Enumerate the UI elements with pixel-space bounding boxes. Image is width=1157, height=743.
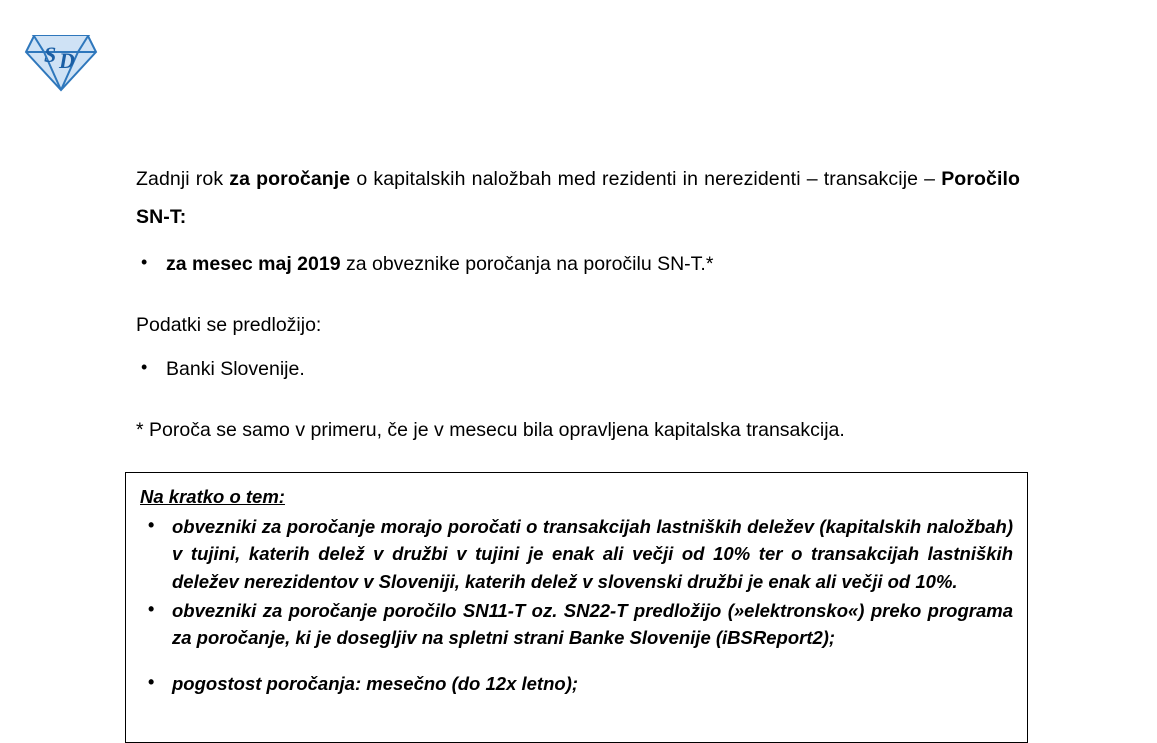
document-content [136,160,1020,445]
list-item: • obvezniki za poročanje poročilo SN11-T oz. SN22-T predložijo (»elektronsko«) preko programa za poročanje, ki je dosegljiv na spletni strani Banke Slovenije (iBSReport2); [140,597,1013,652]
list-item: • pogostost poročanja: mesečno (do 12x letno); [140,670,1013,697]
summary-box [125,472,1028,743]
submission-label: Podatki se predložijo: [136,314,322,337]
intro-bold-1: za poročanje [229,168,351,190]
list-item [136,355,1020,384]
submission-bullet-list [136,355,1020,384]
intro-bold-2: Poročilo SN-T: [136,168,1021,229]
footnote-text: * Poroča se samo v primeru, če je v mesecu bila opravljena kapitalska transakcija. [136,418,845,441]
sd-diamond-logo-icon [24,30,98,96]
summary-box-list [140,513,1013,697]
svg-text:D: D [59,48,75,73]
bullet-rest: za obveznike poročanja na poročilu SN-T.* [340,253,714,276]
list-item: • obvezniki za poročanje morajo poročati o transakcijah lastniških deležev (kapitalskih naložbah) v tujini, katerih delež v družbi v tujini je enak ali večji od 10% ter o transakcijah lastniških deležev nerezidentov v Sloveniji, katerih delež v slovenski družbi je enak ali večji od 10%. [140,513,1013,595]
intro-bullet-list [136,250,1020,279]
submission-item-text: Banki Slovenije. [166,357,305,380]
spacer [136,279,1020,311]
list-item [136,250,1020,279]
svg-text:S: S [44,42,57,67]
summary-box-title: Na kratko o tem: [140,486,285,507]
spacer [136,384,1020,416]
intro-paragraph [136,160,1020,236]
intro-text-3: transakcije – [823,168,942,190]
intro-text-2: o kapitalskih naložbah med rezidenti in nerezidenti – [350,168,824,190]
intro-text-1: Zadnji rok [136,168,230,190]
bullet-bold-period: za mesec maj 2019 [166,253,341,276]
